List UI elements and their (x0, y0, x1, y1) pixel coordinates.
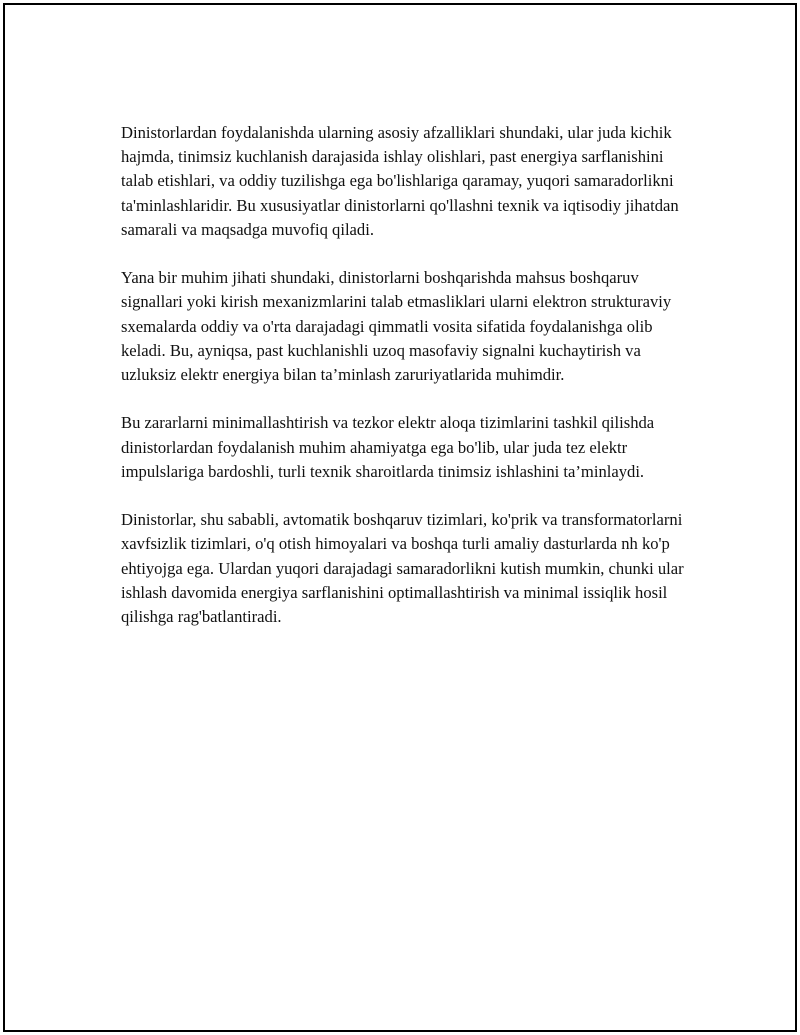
document-body (121, 121, 687, 653)
page-frame (3, 3, 797, 1032)
paragraph-3: Bu zararlarni minimallashtirish va tezkor elektr aloqa tizimlarini tashkil qilishda dinistorlardan foydalanish muhim ahamiyatga ega bo'lib, ular juda tez elektr impulslariga bardoshli, turli texnik sharoitlarda tinimsiz ishlashini ta’minlaydi. (121, 413, 655, 481)
paragraph-2: Yana bir muhim jihati shundaki, dinistorlarni boshqarishda mahsus boshqaruv signallari yoki kirish mexanizmlarini talab etmasliklari ularni elektron strukturaviy sxemalarda oddiy va o'rta darajadagi qimmatli vosita sifatida foydalanishga olib keladi. Bu, ayniqsa, past kuchlanishli uzoq masofaviy signalni kuchaytirish va uzluksiz elektr energiya bilan ta’minlash zaruriyatlarida muhimdir. (121, 268, 672, 385)
paragraph-4: Dinistorlar, shu sababli, avtomatik boshqaruv tizimlari, ko'prik va transformatorlarni xavfsizlik tizimlari, o'q otish himoyalari va boshqa turli amaliy dasturlarda nh ko'p ehtiyojga ega. Ulardan yuqori darajadagi samaradorlikni kutish mumkin, chunki ular ishlash davomida energiya sarflanishini optimallashtirish va minimal issiqlik hosil qilishga rag'batlantiradi. (121, 510, 684, 627)
paragraph-1: Dinistorlardan foydalanishda ularning asosiy afzalliklari shundaki, ular juda kichik hajmda, tinimsiz kuchlanish darajasida ishlay olishlari, past energiya sarflanishini talab etishlari, va oddiy tuzilishga ega bo'lishlariga qaramay, yuqori samaradorlikni ta'minlashlaridir. Bu xususiyatlar dinistorlarni qo'llashni texnik va iqtisodiy jihatdan samarali va maqsadga muvofiq qiladi. (121, 123, 679, 239)
